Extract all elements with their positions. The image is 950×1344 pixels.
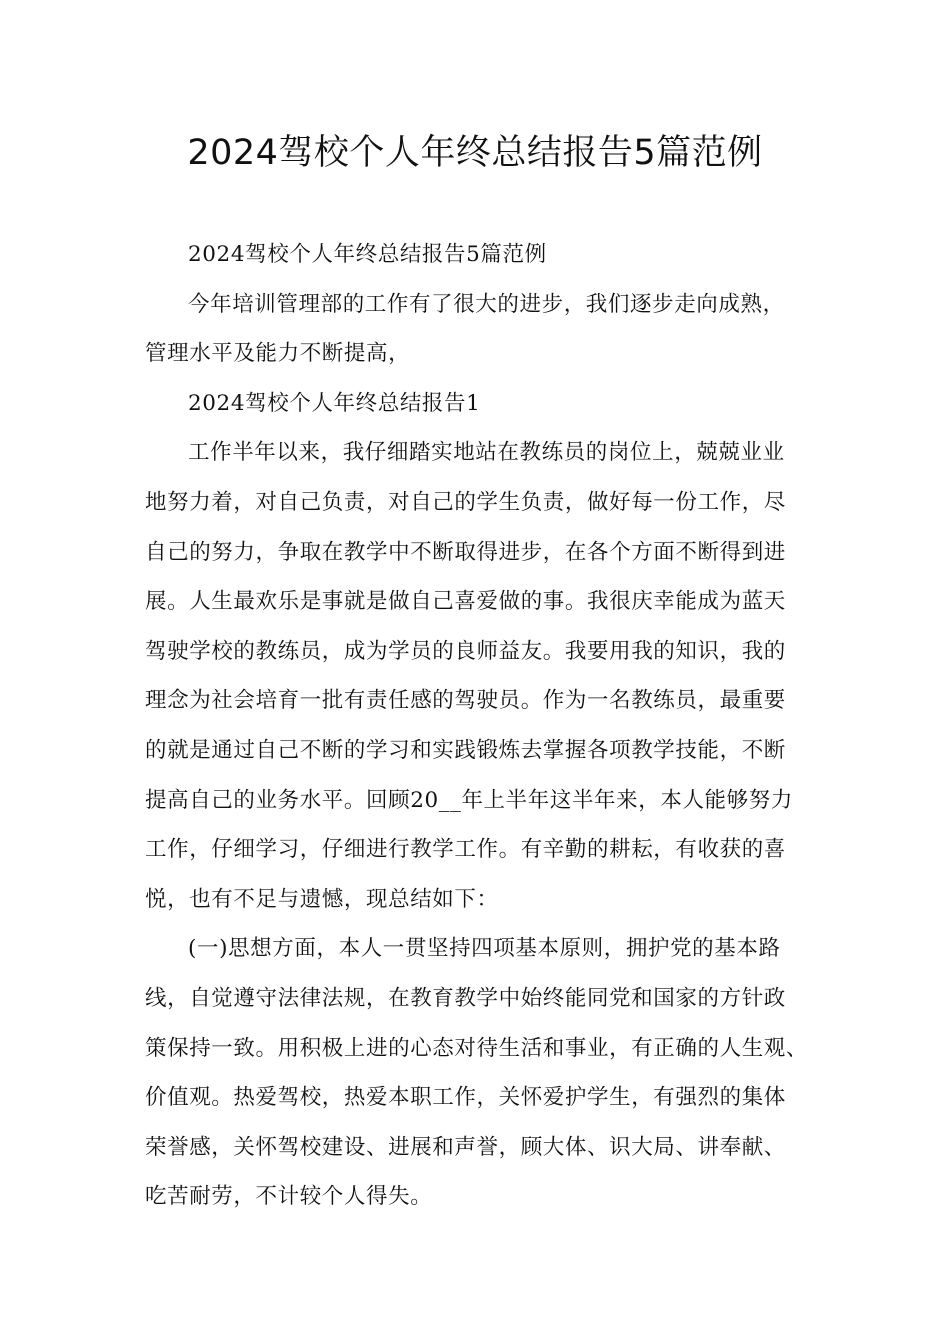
document-title: 2024驾校个人年终总结报告5篇范例 — [187, 133, 763, 173]
text-line: 今年培训管理部的工作有了很大的进步，我们逐步走向成熟， — [188, 291, 785, 317]
text-line: (一)思想方面，本人一贯坚持四项基本原则，拥护党的基本路 — [188, 936, 781, 962]
text-line: 工作半年以来，我仔细踏实地站在教练员的岗位上，兢兢业业 — [188, 440, 785, 466]
text-line: 的就是通过自己不断的学习和实践锻炼去掌握各项教学技能，不断 — [145, 737, 786, 763]
text-line: 价值观。热爱驾校，热爱本职工作，关怀爱护学生，有强烈的集体 — [145, 1085, 786, 1111]
text-line: 展。人生最欢乐是事就是做自己喜爱做的事。我很庆幸能成为蓝天 — [145, 589, 786, 615]
text-line: 理念为社会培育一批有责任感的驾驶员。作为一名教练员，最重要 — [145, 688, 786, 714]
paragraph-section-heading — [145, 379, 810, 429]
text-line: 2024驾校个人年终总结报告5篇范例 — [188, 242, 547, 267]
text-line: 策保持一致。用积极上进的心态对待生活和事业，有正确的人生观、 — [145, 1035, 809, 1061]
paragraph-body-2 — [145, 924, 810, 1222]
text-line: 荣誉感，关怀驾校建设、进展和声誉，顾大体、识大局、讲奉献、 — [145, 1134, 786, 1160]
paragraph-subtitle — [145, 230, 810, 280]
text-line: 管理水平及能力不断提高， — [145, 341, 411, 367]
section-heading: 2024驾校个人年终总结报告1 — [188, 390, 481, 416]
text-line: 悦，也有不足与遗憾，现总结如下： — [145, 886, 499, 912]
text-line: 驾驶学校的教练员，成为学员的良师益友。我要用我的知识，我的 — [145, 638, 786, 664]
text-line: 自己的努力，争取在教学中不断取得进步，在各个方面不断得到进 — [145, 539, 786, 565]
paragraph-intro — [145, 280, 810, 379]
text-line: 工作，仔细学习，仔细进行教学工作。有辛勤的耕耘，有收获的喜 — [145, 837, 786, 863]
text-line: 线，自觉遵守法律法规，在教育教学中始终能同党和国家的方针政 — [145, 985, 786, 1011]
text-line: 地努力着，对自己负责，对自己的学生负责，做好每一份工作，尽 — [145, 489, 786, 515]
paragraph-body-1 — [145, 428, 810, 924]
text-line: 提高自己的业务水平。回顾20__年上半年这半年来，本人能够努力 — [145, 787, 793, 813]
text-line: 吃苦耐劳，不计较个人得失。 — [145, 1184, 433, 1210]
document-body — [145, 230, 810, 1222]
